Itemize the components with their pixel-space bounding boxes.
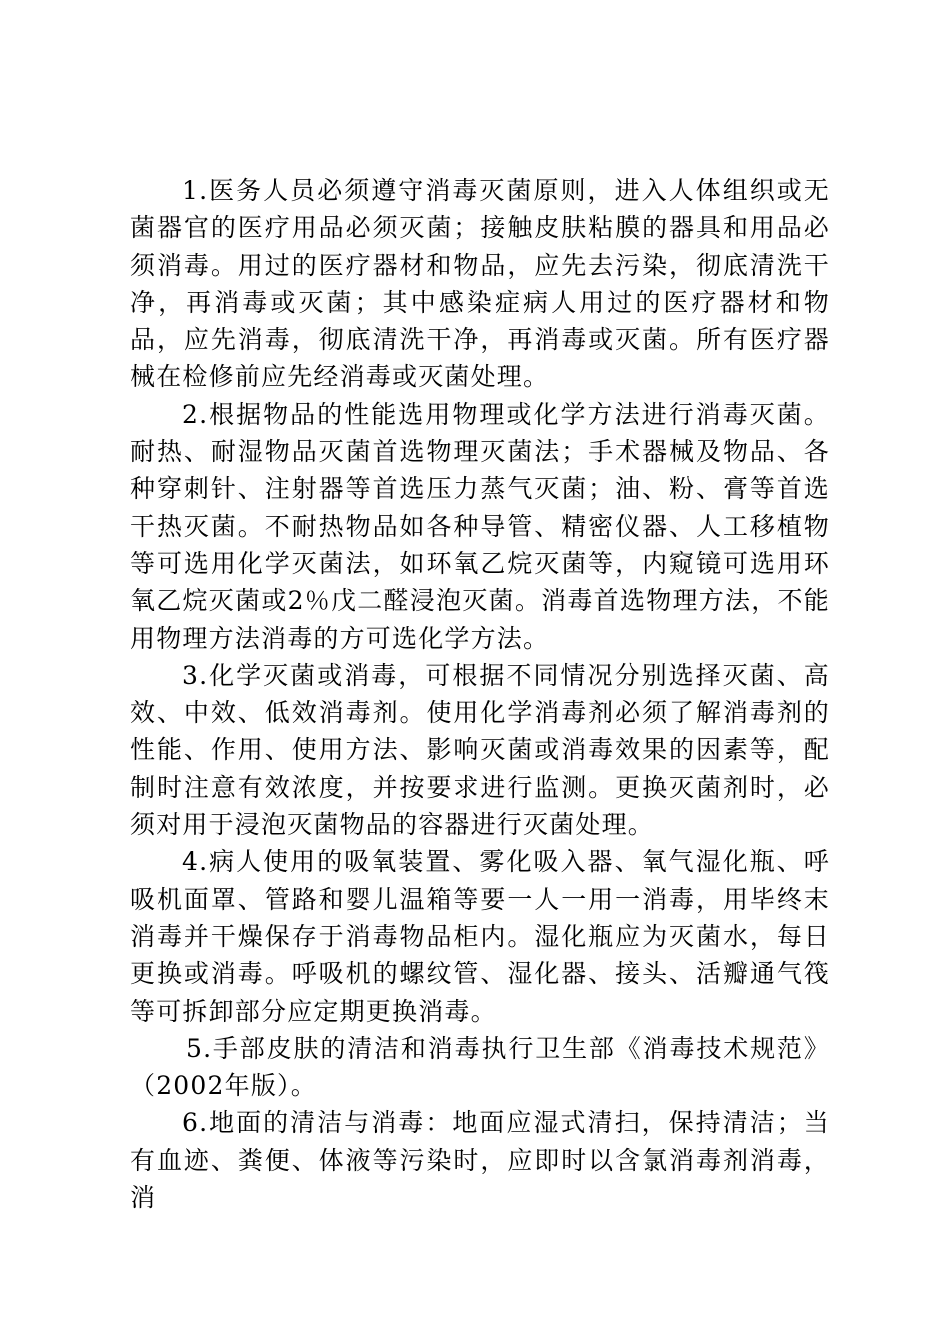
paragraph-3: 3.化学灭菌或消毒，可根据不同情况分别选择灭菌、高效、中效、低效消毒剂。使用化学消毒剂必须了解消毒剂的性能、作用、使用方法、影响灭菌或消毒效果的因素等，配制时注意有效浓度，并按要求进行监测。更换灭菌剂时，必须对用于浸泡灭菌物品的容器进行灭菌处理。 <box>130 660 830 840</box>
paragraph-5: 5.手部皮肤的清洁和消毒执行卫生部《消毒技术规范》（2002年版）。 <box>130 1033 830 1101</box>
paragraph-4: 4.病人使用的吸氧装置、雾化吸入器、氧气湿化瓶、呼吸机面罩、管路和婴儿温箱等要一人一用一消毒，用毕终末消毒并干燥保存于消毒物品柜内。湿化瓶应为灭菌水，每日更换或消毒。呼吸机的螺纹管、湿化器、接头、活瓣通气筏等可拆卸部分应定期更换消毒。 <box>130 847 830 1026</box>
paragraph-2: 2.根据物品的性能选用物理或化学方法进行消毒灭菌。耐热、耐湿物品灭菌首选物理灭菌法；手术器械及物品、各种穿刺针、注射器等首选压力蒸气灭菌；油、粉、膏等首选干热灭菌。不耐热物品如各种导管、精密仪器、人工移植物等可选用化学灭菌法，如环氧乙烷灭菌等，内窥镜可选用环氧乙烷灭菌或2％戊二醛浸泡灭菌。消毒首选物理方法，不能用物理方法消毒的方可选化学方法。 <box>130 399 830 653</box>
paragraph-1: 1.医务人员必须遵守消毒灭菌原则，进入人体组织或无菌器官的医疗用品必须灭菌；接触皮肤粘膜的器具和用品必须消毒。用过的医疗器材和物品，应先去污染，彻底清洗干净，再消毒或灭菌；其中感染症病人用过的医疗器材和物品，应先消毒，彻底清洗干净，再消毒或灭菌。所有医疗器械在检修前应先经消毒或灭菌处理。 <box>130 176 830 392</box>
paragraph-6: 6.地面的清洁与消毒：地面应湿式清扫，保持清洁；当有血迹、粪便、体液等污染时，应即时以含氯消毒剂消毒，消 <box>130 1108 830 1213</box>
document-body <box>130 172 830 1216</box>
